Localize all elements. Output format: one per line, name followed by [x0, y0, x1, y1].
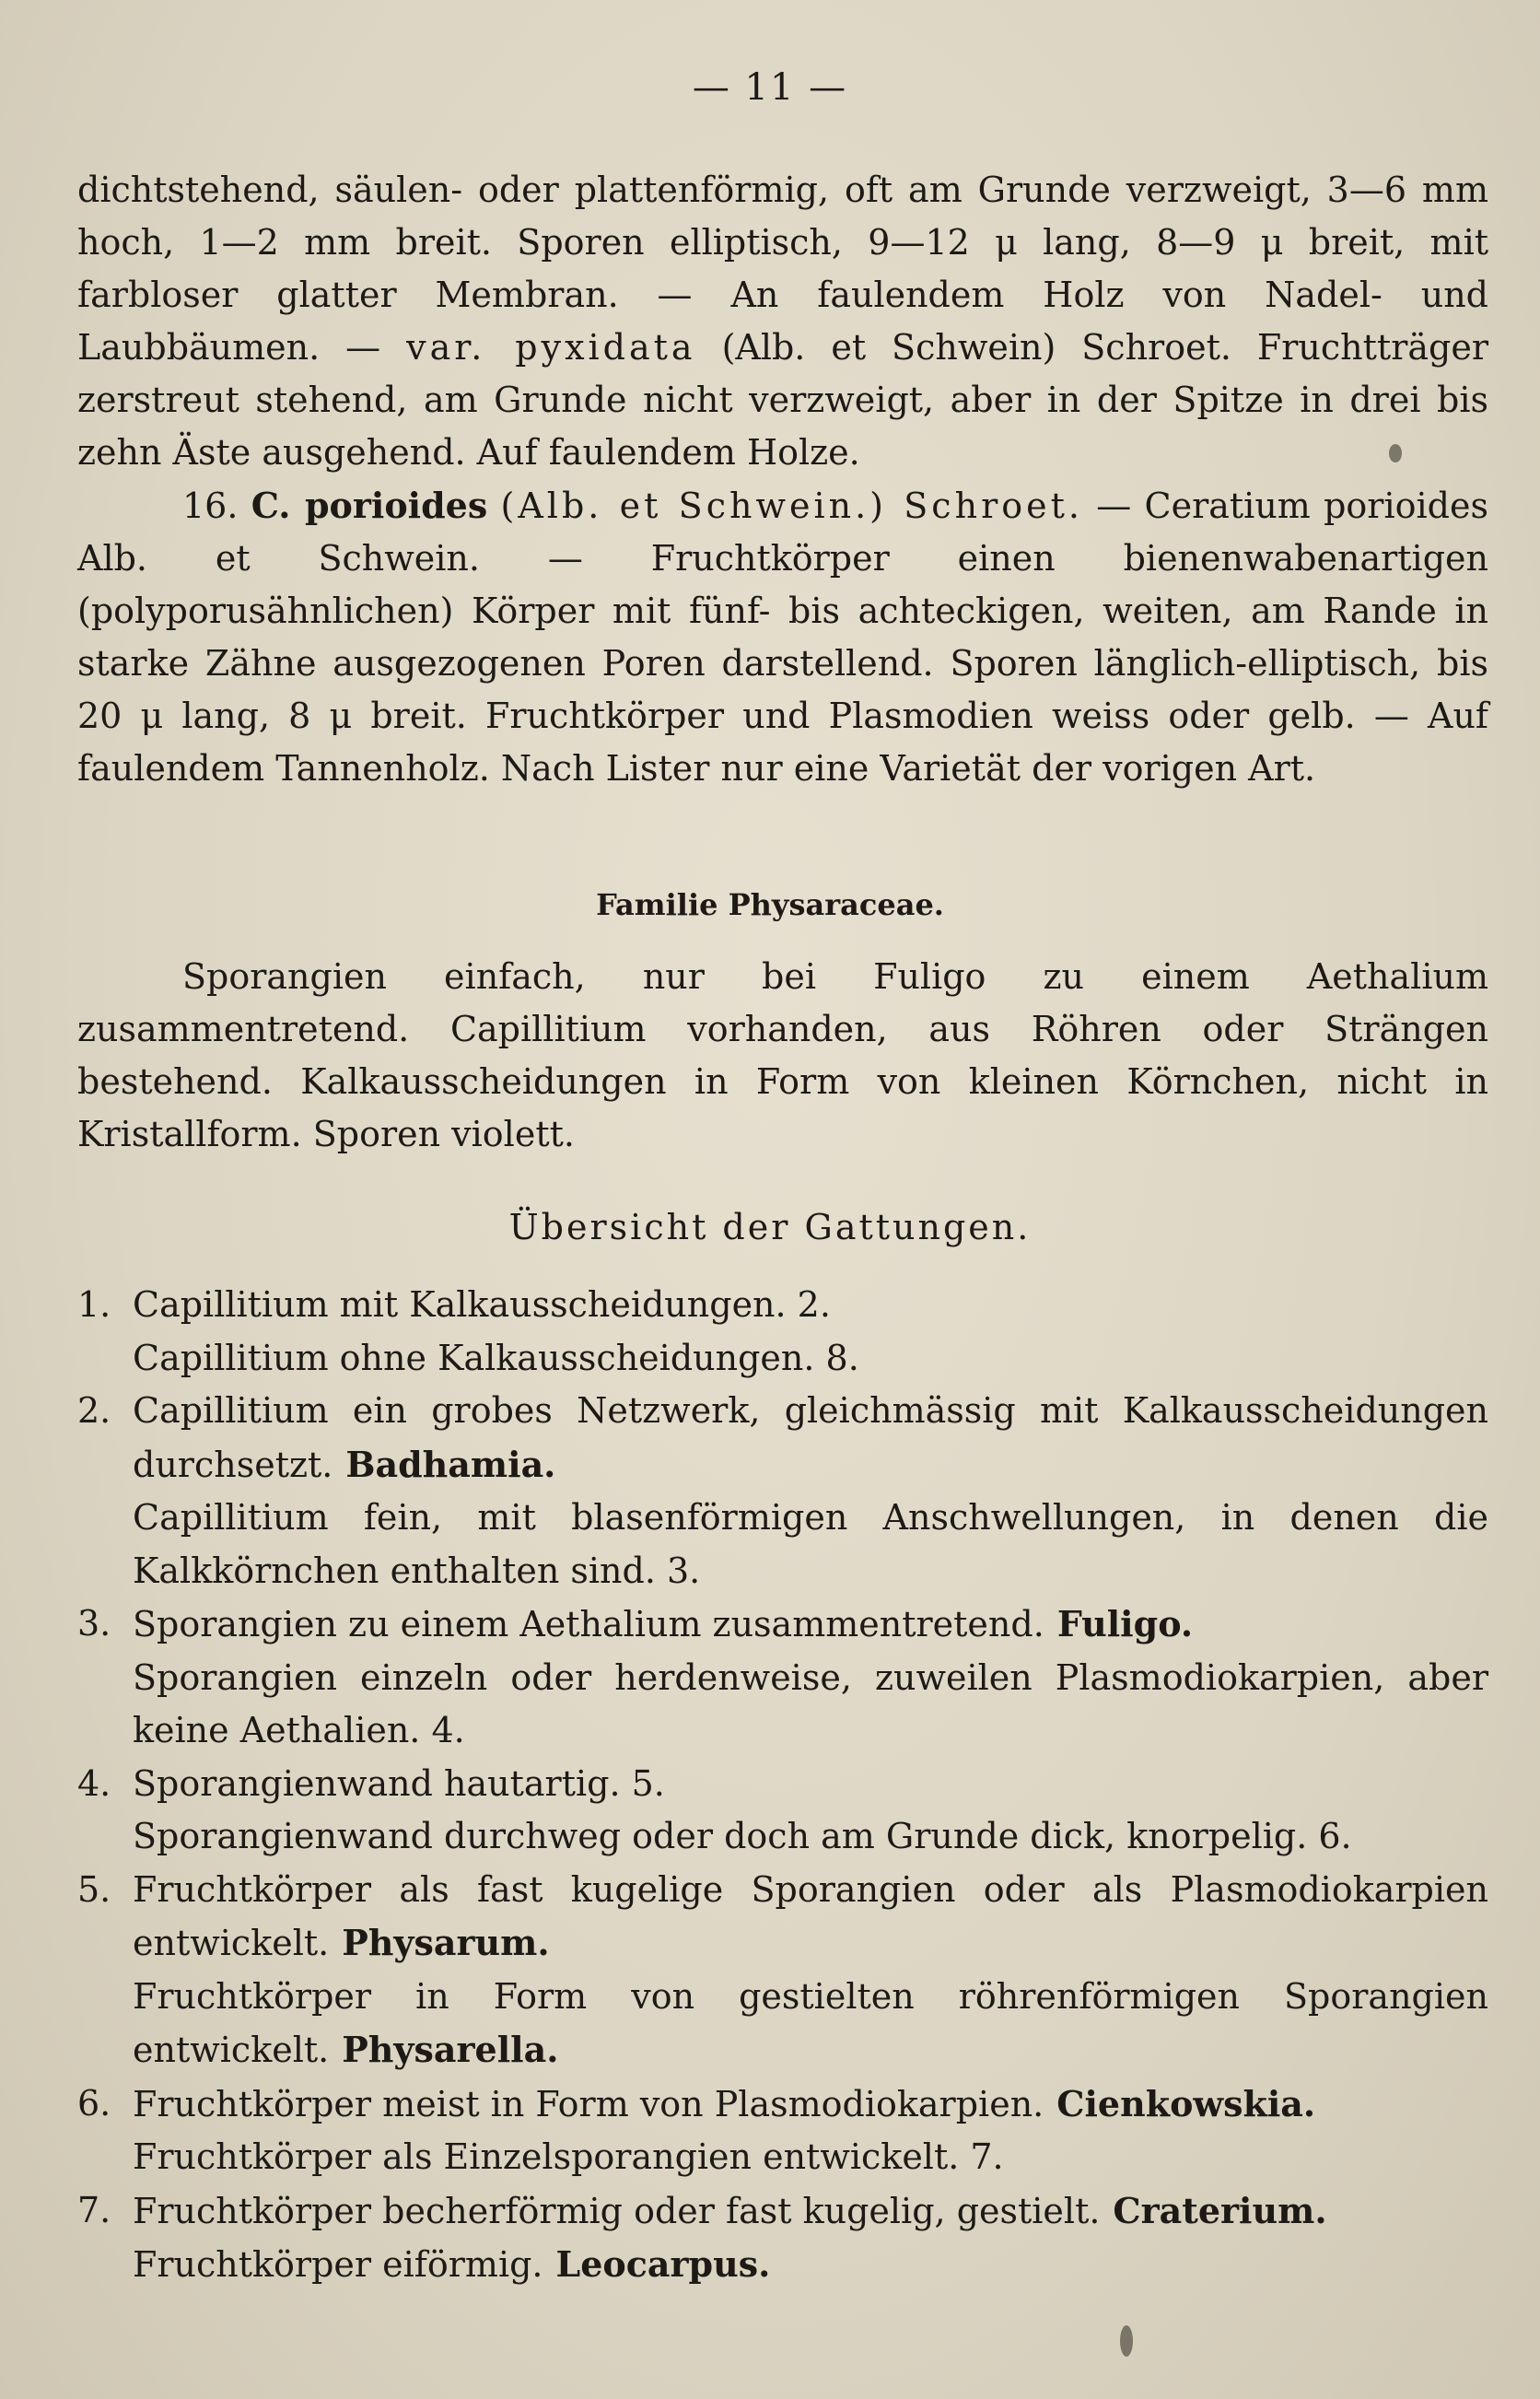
key-couplet-a	[77, 1597, 1488, 1652]
key-number	[77, 1492, 133, 1597]
key-text	[133, 1758, 1488, 1811]
key-text	[133, 1864, 1488, 1971]
genus-name: Physarum.	[342, 1922, 550, 1963]
key-lead-text: Sporangienwand hautartig. 5.	[133, 1762, 665, 1804]
key-couplet-a	[77, 1864, 1488, 1971]
key-lead-text: Fruchtkörper als fast kugelige Sporangien oder als Plasmodiokarpien entwickelt.	[133, 1868, 1488, 1963]
key-couplet-b	[77, 1810, 1488, 1864]
genus-name: Physarella.	[342, 2029, 559, 2070]
key-couplet-b	[77, 1492, 1488, 1597]
genus-name: Craterium.	[1113, 2189, 1327, 2231]
species-name: C. porioides	[251, 485, 488, 526]
genus-name: Fuligo.	[1056, 1603, 1194, 1644]
key-number: 1.	[77, 1284, 111, 1325]
key-couplet-b	[77, 2131, 1488, 2184]
genus-name: Leocarpus.	[555, 2243, 771, 2285]
species-description: — Ceratium porioides Alb. et Schwein. — Fruchtkörper einen bienenwabenartigen (polyporusähnlichen) Körper mit fünf- bis achteckigen, weiten, am Rande in starke Zähne ausgezogenen Poren darstellend. Sporen länglich-elliptisch, bis 20 μ lang, 8 μ breit. Fruchtkörper und Plasmodien weiss oder gelb. — Auf faulendem Tannenholz. Nach Lister nur eine Varietät der vorigen Art.	[77, 486, 1488, 789]
key-lead-text: Capillitium mit Kalkausscheidungen. 2.	[133, 1284, 831, 1325]
key-couplet-a	[77, 1279, 1488, 1332]
key-lead-text: Sporangien zu einem Aethalium zusammentretend.	[133, 1604, 1044, 1644]
key-lead-text: Fruchtkörper in Form von gestielten röhrenförmigen Sporangien entwickelt.	[133, 1975, 1488, 2070]
key-lead-text: Capillitium fein, mit blasenförmigen Anschwellungen, in denen die Kalkkörnchen enthalten sind. 3.	[133, 1497, 1488, 1591]
key-text	[133, 1332, 1488, 1386]
key-lead-text: Sporangienwand durchweg oder doch am Grunde dick, knorpelig. 6.	[133, 1816, 1352, 1856]
key-number: 7.	[77, 2189, 111, 2230]
species-text-block	[77, 164, 1488, 795]
key-text	[133, 1492, 1488, 1597]
key-text	[133, 2077, 1488, 2132]
key-couplet-b	[77, 2238, 1488, 2292]
variety-label: var. pyxidata	[406, 327, 696, 368]
key-lead-text: Sporangien einzeln oder herdenweise, zuweilen Plasmodiokarpien, aber keine Aethalien. 4.	[133, 1656, 1488, 1750]
page-number: — 11 —	[692, 66, 848, 109]
key-number: 4.	[77, 1762, 111, 1804]
genus-name: Badhamia.	[345, 1443, 556, 1485]
key-couplet-a	[77, 2184, 1488, 2239]
key-number	[77, 1810, 133, 1864]
genus-key	[77, 1279, 1488, 2292]
key-couplet-b	[77, 1652, 1488, 1758]
genus-name: Cienkowskia.	[1056, 2082, 1316, 2124]
key-text	[133, 1652, 1488, 1758]
key-number: 2.	[77, 1390, 111, 1431]
ink-smudge	[1120, 2325, 1133, 2357]
key-number: 5.	[77, 1868, 111, 1910]
key-couplet-a	[77, 1385, 1488, 1492]
variety-description: (Alb. et Schwein) Schroet. Fruchtträger zerstreut stehend, am Grunde nicht verzweigt, aber in der Spitze in drei bis zehn Äste ausgehend. Auf faulendem Holze.	[77, 327, 1488, 473]
key-title: Übersicht der Gattungen.	[508, 1207, 1032, 1247]
key-text	[133, 1597, 1488, 1652]
ink-smudge	[1389, 444, 1402, 462]
key-number	[77, 1971, 133, 2077]
key-text	[133, 1385, 1488, 1492]
key-number	[77, 2238, 133, 2292]
key-text	[133, 1971, 1488, 2077]
key-number	[77, 1652, 133, 1758]
key-couplet-a	[77, 2077, 1488, 2132]
key-lead-text: Capillitium ohne Kalkausscheidungen. 8.	[133, 1337, 859, 1378]
key-text	[133, 2131, 1488, 2184]
key-number: 6.	[77, 2082, 111, 2124]
key-text	[133, 2238, 1488, 2292]
key-lead-text: Fruchtkörper eiförmig.	[133, 2244, 543, 2285]
key-number	[77, 2131, 133, 2184]
species-number: 16.	[182, 486, 239, 526]
key-couplet-b	[77, 1332, 1488, 1386]
key-text	[133, 1810, 1488, 1864]
key-text	[133, 2184, 1488, 2239]
key-text	[133, 1279, 1488, 1332]
paragraph-continuation: dichtstehend, säulen- oder plattenförmig, oft am Grunde verzweigt, 3—6 mm hoch, 1—2 mm breit. Sporen elliptisch, 9—12 μ lang, 8—9 μ breit, mit farbloser glatter Membran. — An faulendem Holz von Nadel- und Laubbäumen. —	[77, 170, 1488, 368]
species-16-paragraph	[77, 479, 1488, 795]
key-lead-text: Fruchtkörper becherförmig oder fast kugelig, gestielt.	[133, 2190, 1101, 2231]
key-lead-text: Capillitium ein grobes Netzwerk, gleichmässig mit Kalkausscheidungen durchsetzt.	[133, 1390, 1488, 1485]
species-authors: (Alb. et Schwein.) Schroet.	[500, 486, 1083, 526]
key-lead-text: Fruchtkörper meist in Form von Plasmodiokarpien.	[133, 2083, 1044, 2124]
key-couplet-a	[77, 1758, 1488, 1811]
key-number	[77, 1332, 133, 1386]
key-couplet-b	[77, 1971, 1488, 2077]
family-heading: Familie Physaraceae.	[596, 887, 944, 922]
key-number: 3.	[77, 1603, 111, 1644]
key-lead-text: Fruchtkörper als Einzelsporangien entwickelt. 7.	[133, 2136, 1004, 2177]
family-description: Sporangien einfach, nur bei Fuligo zu einem Aethalium zusammentretend. Capillitium vorhanden, aus Röhren oder Strängen bestehend. Kalkausscheidungen in Form von kleinen Körnchen, nicht in Kristallform. Sporen violett.	[77, 956, 1488, 1154]
